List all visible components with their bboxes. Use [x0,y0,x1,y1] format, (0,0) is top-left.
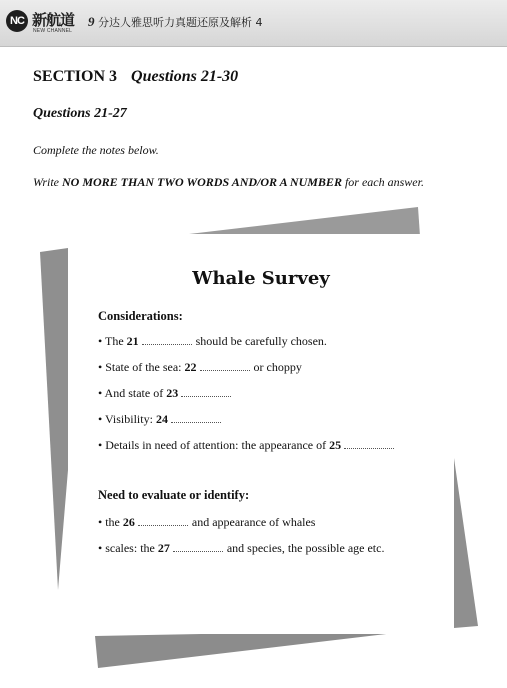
answer-blank-24[interactable] [171,412,221,423]
note-item-21: • The 21 should be carefully chosen. [98,334,327,348]
note-item-22: • State of the sea: 22 or choppy [98,360,302,374]
card-title: Whale Survey [192,268,330,289]
answer-blank-21[interactable] [142,334,192,345]
note-item-24: • Visibility: 24 [98,412,225,427]
answer-blank-23[interactable] [181,386,231,397]
logo-mark: NC [6,10,28,32]
note-item-23: • And state of 23 [98,386,235,401]
answer-blank-27[interactable] [173,541,223,552]
section-questions: Questions 21-30 [131,68,239,85]
left-shadow [40,248,68,590]
instruction-word-limit: Write NO MORE THAN TWO WORDS AND/OR A NUMBER for each answer. [33,175,424,189]
answer-blank-25[interactable] [344,438,394,449]
answer-blank-22[interactable] [200,360,250,371]
note-item-27: • scales: the 27 and species, the possible age etc. [98,541,385,555]
instruction-complete: Complete the notes below. [33,143,159,157]
notes-card [68,234,454,634]
book-title-text: 分达人雅思听力真题还原及解析 4 [98,16,263,29]
note-item-26: • the 26 and appearance of whales [98,515,316,529]
book-number: 9 [88,14,95,29]
section-label: SECTION 3 [33,68,118,85]
evaluate-heading: Need to evaluate or identify: [98,488,250,502]
considerations-heading: Considerations: [98,309,183,323]
questions-subheading: Questions 21-27 [33,106,127,121]
right-shadow [452,444,478,628]
logo-chinese: 新航道 [32,11,75,29]
answer-blank-26[interactable] [138,515,188,526]
bottom-shadow [95,630,420,668]
logo-english: NEW CHANNEL [33,28,73,34]
note-item-25: • Details in need of attention: the appearance of 25 [98,438,398,453]
